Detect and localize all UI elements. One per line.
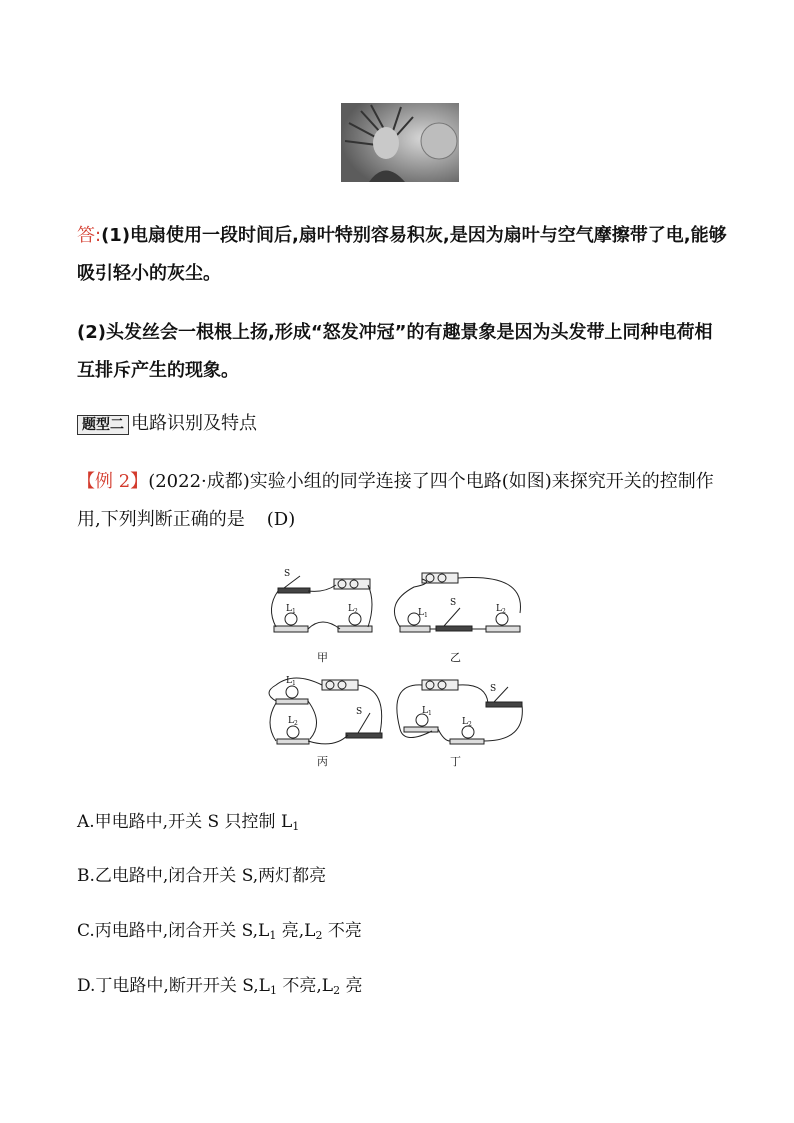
label-l1-ding: $L_1$ xyxy=(422,706,432,717)
label-s-jia: S xyxy=(284,569,291,579)
option-d-post: 亮 xyxy=(340,976,363,996)
label-s-ding: S xyxy=(490,684,497,694)
label-l2-bing: $L_2$ xyxy=(288,716,298,727)
option-b xyxy=(77,864,326,888)
label-ding: 丁 xyxy=(450,755,461,768)
answer-part-2: (2)头发丝会一根根上扬,形成“怒发冲冠”的有趣景象是因为头发带上同种电荷相互排斥产生的现象。 xyxy=(77,322,713,381)
answer-prefix: 答: xyxy=(77,225,102,246)
label-l2-yi: $L_2$ xyxy=(496,604,506,615)
answer-paragraph-1 xyxy=(77,217,727,293)
example-label: 【例 2】 xyxy=(77,471,149,492)
section-title: 电路识别及特点 xyxy=(131,413,257,434)
option-d xyxy=(77,974,362,1003)
circuit-diagrams xyxy=(264,563,526,776)
option-c xyxy=(77,919,362,948)
label-l1-jia: $L_1$ xyxy=(286,604,296,615)
label-yi: 乙 xyxy=(450,651,461,664)
circuit-ding xyxy=(397,680,522,744)
circuit-yi xyxy=(394,573,520,632)
circuit-bing xyxy=(269,678,382,744)
option-c-mid: 亮,L xyxy=(276,921,316,941)
answer-part-1: (1)电扇使用一段时间后,扇叶特别容易积灰,是因为扇叶与空气摩擦带了电,能够吸引轻小的灰尘。 xyxy=(77,225,727,284)
option-d-text: D.丁电路中,断开开关 S,L xyxy=(77,976,270,996)
label-bing: 丙 xyxy=(317,755,328,768)
label-l1-bing: $L_1$ xyxy=(286,676,296,687)
option-c-post: 不亮 xyxy=(322,921,362,941)
option-c-sub1: 1 xyxy=(269,929,277,942)
option-d-sub1: 1 xyxy=(269,984,277,997)
example-answer: (D) xyxy=(266,509,296,530)
label-s-bing: S xyxy=(356,707,363,717)
option-c-sub2: 2 xyxy=(315,929,323,942)
option-c-text: C.丙电路中,闭合开关 S,L xyxy=(77,921,270,941)
section-tag: 题型二 xyxy=(77,415,129,435)
answer-paragraph-2 xyxy=(77,314,727,390)
option-d-mid: 不亮,L xyxy=(276,976,334,996)
option-d-sub2: 2 xyxy=(333,984,341,997)
label-l1-yi: $L_1$ xyxy=(418,608,428,619)
label-l2-jia: $L_2$ xyxy=(348,604,358,615)
label-l2-ding: $L_2$ xyxy=(462,717,472,728)
static-hair-photo xyxy=(341,103,459,182)
option-b-text: B.乙电路中,闭合开关 S,两灯都亮 xyxy=(77,866,327,886)
example-question xyxy=(77,463,727,539)
option-a-sub: 1 xyxy=(292,820,300,833)
label-s-yi: S xyxy=(450,598,457,608)
option-a-text: A.甲电路中,开关 S 只控制 L xyxy=(77,812,293,832)
label-jia: 甲 xyxy=(317,651,328,664)
section-heading xyxy=(77,412,257,436)
option-a xyxy=(77,810,299,839)
example-text: (2022·成都)实验小组的同学连接了四个电路(如图)来探究开关的控制作用,下列判断正确的是 xyxy=(77,471,714,530)
